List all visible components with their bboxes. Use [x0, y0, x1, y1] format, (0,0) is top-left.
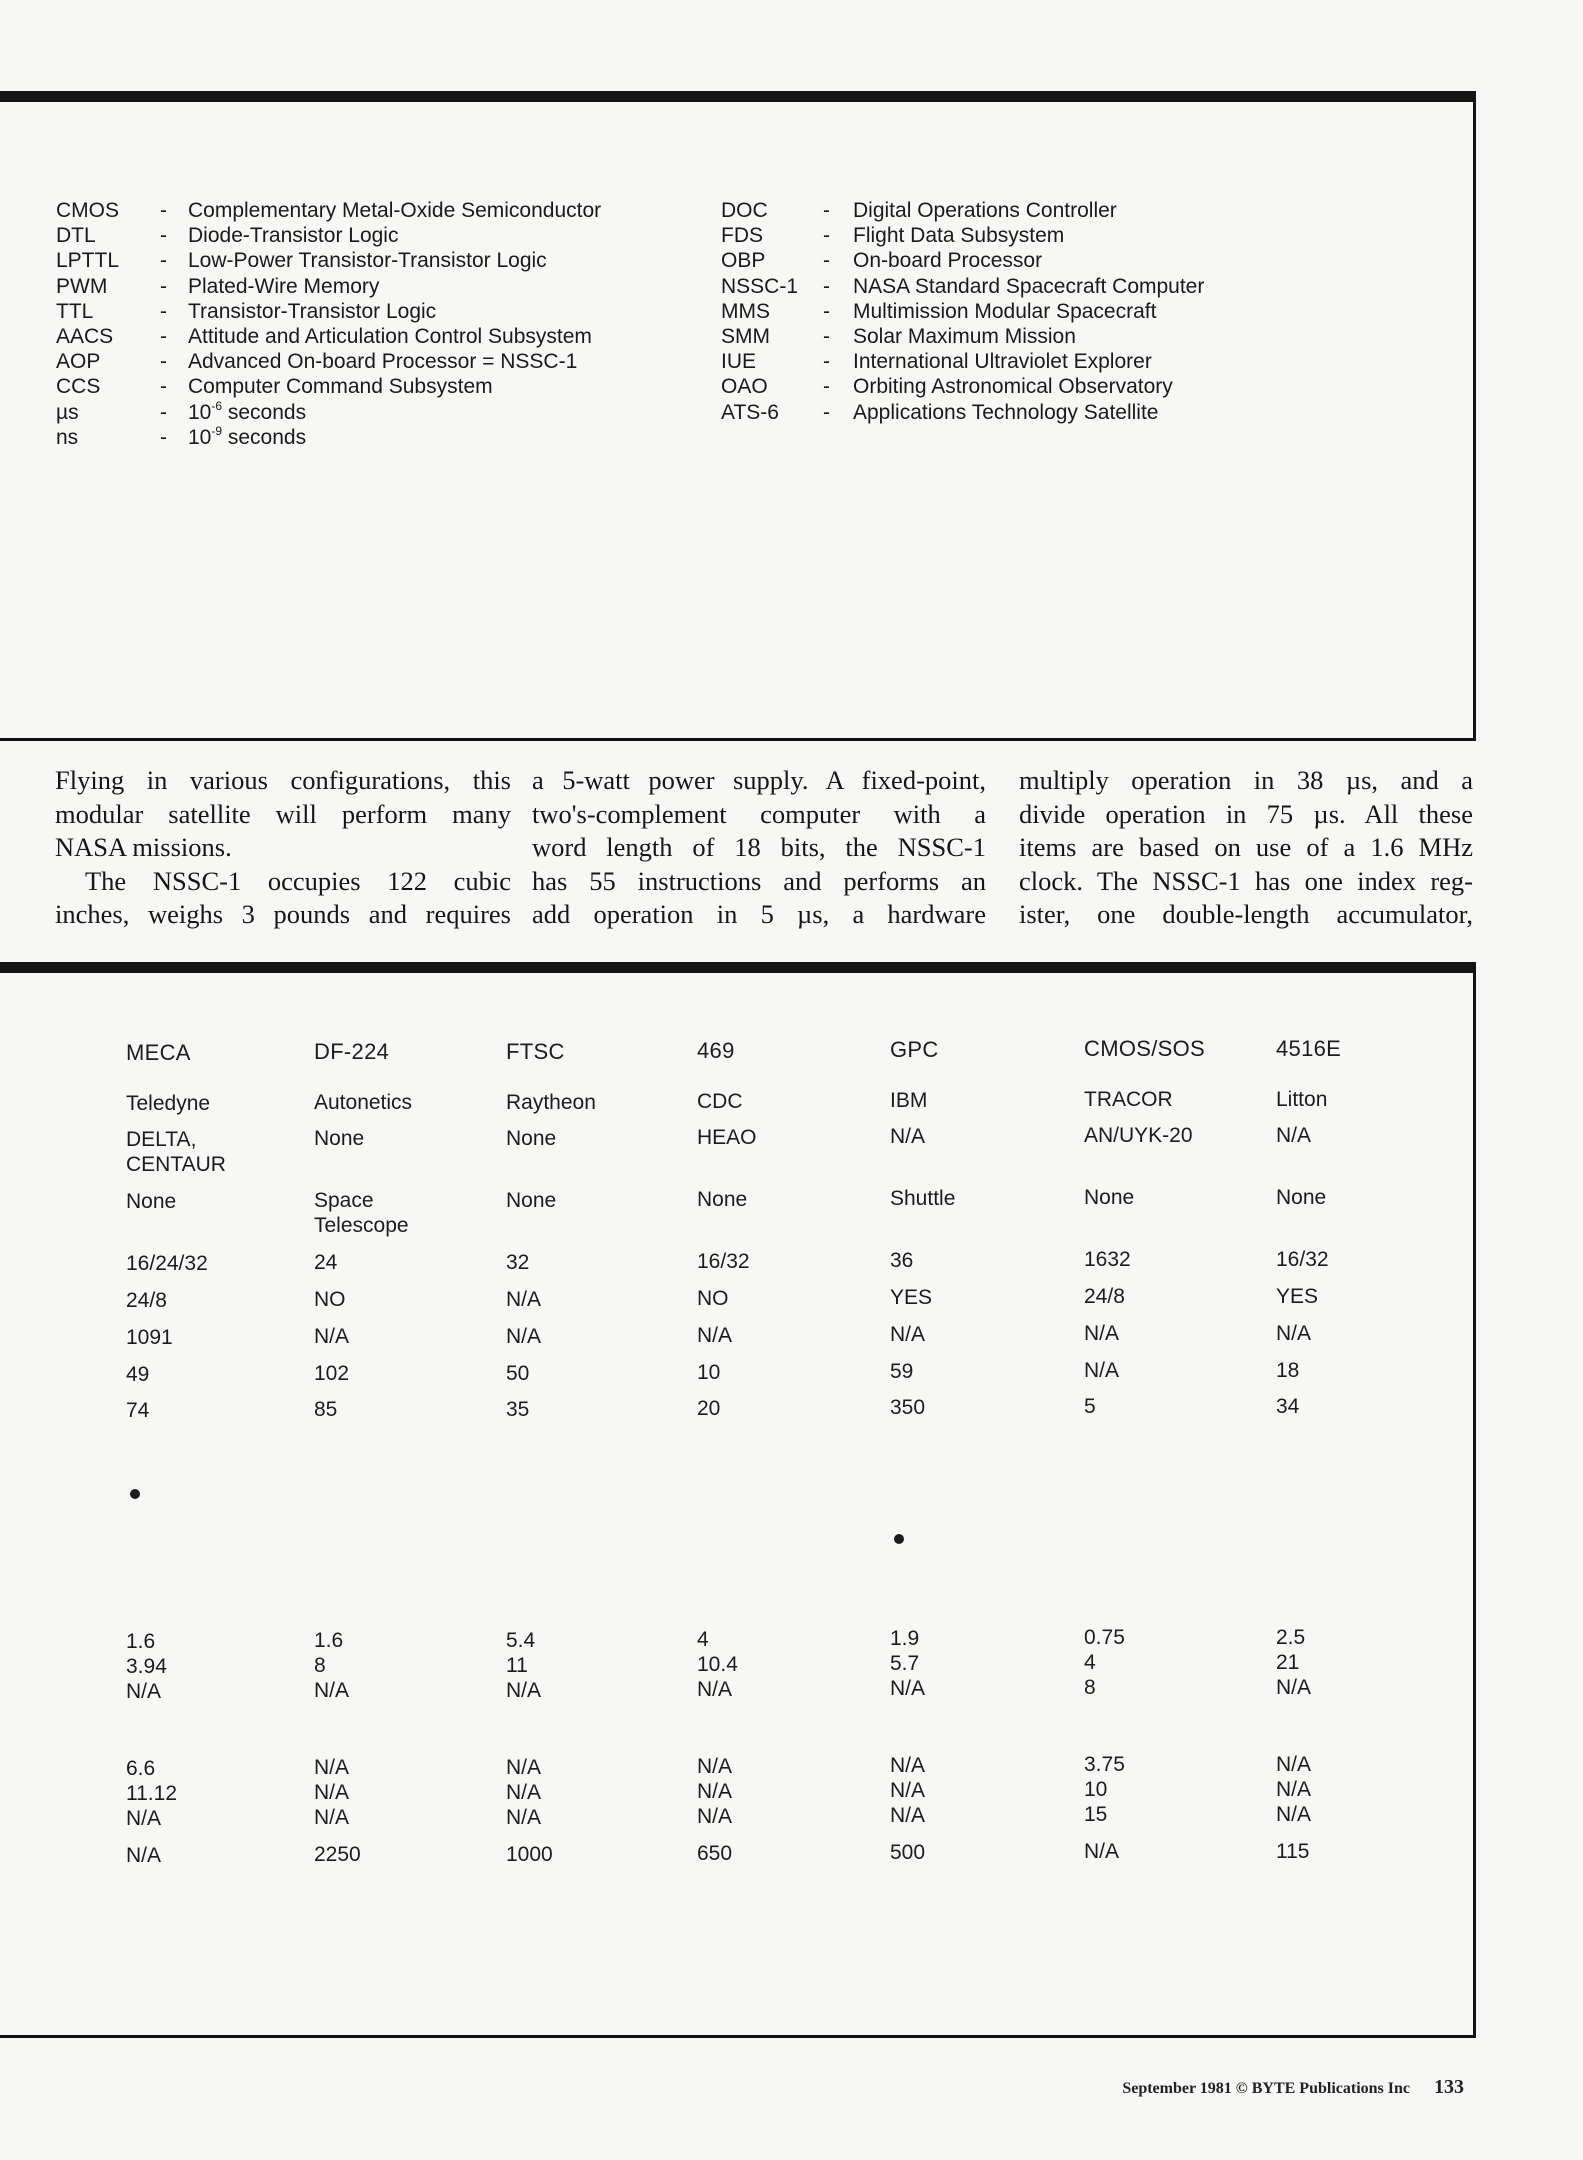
- glossary-dash: -: [160, 274, 167, 298]
- table-cell: 36: [890, 1249, 914, 1272]
- table-cell: 16/32: [697, 1250, 750, 1273]
- table-cell: 3.75: [1084, 1753, 1125, 1776]
- table-cell: N/A: [126, 1844, 162, 1867]
- table-cell: N/A: [1276, 1803, 1312, 1826]
- table-cell: 350: [890, 1396, 926, 1419]
- glossary-term: DOC: [721, 199, 768, 222]
- glossary-entry: [0, 374, 1204, 399]
- glossary-dash: -: [160, 249, 167, 273]
- table-cell: N/A: [890, 1804, 926, 1827]
- table-cell: N/A: [1276, 1124, 1312, 1147]
- table-cell: None: [126, 1190, 177, 1213]
- glossary-definition: [853, 223, 1064, 248]
- glossary-dash: -: [160, 224, 167, 248]
- glossary-definition-text: Digital Operations Controller: [853, 199, 1117, 222]
- glossary-entry: [0, 349, 1204, 374]
- glossary-term: µs: [56, 400, 79, 424]
- glossary-term: OAO: [721, 375, 768, 399]
- glossary-right-column: [0, 198, 1204, 425]
- body-line: multiply operation in 38 µs, and a: [1019, 765, 1473, 795]
- table-cell: N/A: [314, 1756, 350, 1779]
- table-header: DF-224: [314, 1039, 390, 1064]
- table-cell: N/A: [697, 1324, 733, 1347]
- table-cell: None: [1276, 1186, 1327, 1209]
- table-cell: N/A: [1276, 1322, 1312, 1345]
- glossary-definition: [853, 324, 1076, 349]
- table-cell: 1.9: [890, 1627, 920, 1650]
- table-cell: CENTAUR: [126, 1153, 226, 1176]
- glossary-dash: -: [823, 324, 830, 348]
- glossary-term: IUE: [721, 350, 757, 374]
- glossary-dash: -: [823, 249, 830, 273]
- table-cell: N/A: [126, 1680, 162, 1703]
- table-cell: 21: [1276, 1651, 1300, 1674]
- glossary-definition-text: Multimission Modular Spacecraft: [853, 299, 1157, 323]
- table-cell: N/A: [1084, 1322, 1120, 1345]
- body-line: Flying in various configurations, this: [55, 765, 511, 795]
- glossary-term: TTL: [56, 299, 94, 323]
- glossary-definition-text: 10: [188, 400, 212, 424]
- table-cell: 35: [506, 1398, 530, 1421]
- glossary-definition-text: NASA Standard Spacecraft Computer: [853, 274, 1205, 298]
- table-cell: N/A: [890, 1754, 926, 1777]
- glossary-dash: -: [823, 224, 830, 248]
- table-frame-right: [1473, 962, 1476, 2038]
- glossary-term: ATS-6: [721, 400, 779, 424]
- body-line: two's-complement computer with a: [532, 798, 986, 829]
- glossary-dash: -: [160, 400, 167, 424]
- table-cell: 24: [314, 1251, 338, 1274]
- table-cell: N/A: [697, 1780, 733, 1803]
- bullet-dot: [894, 1534, 904, 1544]
- table-cell: 10: [1084, 1778, 1108, 1801]
- glossary-dash: -: [160, 350, 167, 374]
- glossary-entry: [0, 400, 1204, 425]
- glossary-frame-bottom: [0, 738, 1476, 741]
- table-cell: 115: [1276, 1840, 1310, 1863]
- page-number: 133: [1434, 2076, 1464, 2098]
- table-header: FTSC: [506, 1039, 565, 1064]
- table-cell: 16/24/32: [126, 1252, 208, 1275]
- bullet-dot: [130, 1489, 140, 1499]
- glossary-definition-text: Orbiting Astronomical Observatory: [853, 375, 1173, 399]
- table-cell: N/A: [890, 1779, 926, 1802]
- exponent: -6: [211, 398, 223, 413]
- glossary-dash: -: [160, 199, 167, 222]
- table-cell: 15: [1084, 1803, 1108, 1826]
- table-cell: None: [506, 1127, 557, 1150]
- table-frame-bottom: [0, 2035, 1476, 2038]
- glossary-definition-text: Plated-Wire Memory: [188, 274, 380, 298]
- table-cell: N/A: [890, 1323, 926, 1346]
- body-line: modular satellite will perform many: [55, 798, 511, 829]
- table-cell: N/A: [1084, 1840, 1120, 1863]
- body-column-1: [55, 764, 511, 932]
- table-cell: 20: [697, 1397, 721, 1420]
- glossary-definition-text: Diode-Transistor Logic: [188, 224, 399, 248]
- table-cell: N/A: [697, 1678, 733, 1701]
- table-cell: 102: [314, 1362, 350, 1385]
- table-cell: 10.4: [697, 1653, 738, 1676]
- table-cell: 85: [314, 1398, 338, 1421]
- table-cell: 24/8: [1084, 1285, 1125, 1308]
- glossary-definition-text: 10: [188, 425, 212, 449]
- table-cell: N/A: [890, 1677, 926, 1700]
- table-cell: N/A: [1276, 1778, 1312, 1801]
- table-cell: 18: [1276, 1359, 1300, 1382]
- table-cell: TRACOR: [1084, 1088, 1173, 1111]
- table-cell: 10: [697, 1361, 721, 1384]
- body-line: a 5-watt power supply. A fixed-point,: [532, 765, 986, 795]
- table-cell: N/A: [314, 1806, 350, 1829]
- table-cell: 0.75: [1084, 1626, 1125, 1649]
- table-cell: 1.6: [314, 1629, 344, 1652]
- table-cell: N/A: [314, 1325, 350, 1348]
- glossary-dash: -: [160, 425, 167, 449]
- table-cell: 4: [697, 1628, 709, 1651]
- table-cell: Shuttle: [890, 1187, 956, 1210]
- table-cell: 50: [506, 1362, 530, 1385]
- glossary-dash: -: [823, 375, 830, 399]
- glossary-term: FDS: [721, 224, 763, 248]
- glossary-definition: [853, 198, 1117, 223]
- table-cell: Telescope: [314, 1214, 409, 1237]
- table-cell: 11: [506, 1654, 528, 1677]
- table-cell: 5.7: [890, 1652, 920, 1675]
- table-cell: 8: [1084, 1676, 1096, 1699]
- table-cell: N/A: [506, 1806, 542, 1829]
- table-cell: Space: [314, 1189, 374, 1212]
- table-header: 469: [697, 1038, 735, 1063]
- body-line: ister, one double-length accumulator,: [1019, 899, 1473, 930]
- glossary-entry: [0, 274, 1204, 299]
- table-cell: N/A: [314, 1679, 350, 1702]
- body-line: The NSSC-1 occupies 122 cubic: [85, 865, 511, 896]
- table-frame-top-rule: [0, 962, 1476, 973]
- table-cell: AN/UYK-20: [1084, 1124, 1193, 1147]
- table-cell: N/A: [506, 1325, 542, 1348]
- table-cell: 4: [1084, 1651, 1096, 1674]
- glossary-definition-text: International Ultraviolet Explorer: [853, 350, 1152, 374]
- table-cell: N/A: [506, 1756, 542, 1779]
- table-cell: CDC: [697, 1090, 743, 1113]
- table-cell: None: [697, 1188, 748, 1211]
- body-column-2: [532, 764, 986, 932]
- glossary-entry: [0, 223, 1204, 248]
- glossary-dash: -: [823, 274, 830, 298]
- glossary-definition-text: Advanced On-board Processor = NSSC-1: [188, 350, 578, 374]
- table-cell: 5: [1084, 1395, 1096, 1418]
- table-cell: 2.5: [1276, 1626, 1306, 1649]
- glossary-definition-text: Computer Command Subsystem: [188, 375, 493, 399]
- table-cell: 1632: [1084, 1248, 1131, 1271]
- page-footer: [1122, 2076, 1464, 2099]
- table-cell: 24/8: [126, 1289, 167, 1312]
- table-header: GPC: [890, 1037, 939, 1062]
- glossary-term: CMOS: [56, 199, 119, 222]
- table-cell: N/A: [1276, 1753, 1312, 1776]
- table-cell: None: [1084, 1186, 1135, 1209]
- body-line: inches, weighs 3 pounds and requires: [55, 899, 511, 930]
- body-column-3: [1019, 764, 1473, 932]
- table-cell: Raytheon: [506, 1091, 596, 1114]
- glossary-dash: -: [160, 299, 167, 323]
- glossary-term: CCS: [56, 375, 101, 399]
- table-cell: None: [506, 1189, 557, 1212]
- table-cell: 3.94: [126, 1655, 167, 1678]
- table-cell: 2250: [314, 1843, 361, 1866]
- body-line: items are based on use of a 1.6 MHz: [1019, 832, 1473, 863]
- glossary-definition-text: Transistor-Transistor Logic: [188, 299, 437, 323]
- glossary-dash: -: [823, 350, 830, 374]
- glossary-definition-text: On-board Processor: [853, 249, 1043, 273]
- glossary-term: OBP: [721, 249, 766, 273]
- table-cell: 1000: [506, 1843, 553, 1866]
- table-cell: 1091: [126, 1326, 173, 1349]
- glossary-term: SMM: [721, 324, 770, 348]
- glossary-definition-text: Attitude and Articulation Control Subsystem: [188, 324, 592, 348]
- glossary-definition-text: Low-Power Transistor-Transistor Logic: [188, 249, 547, 273]
- table-cell: DELTA,: [126, 1128, 197, 1151]
- table-cell: YES: [1276, 1285, 1319, 1308]
- glossary-term: AACS: [56, 324, 114, 348]
- glossary-frame-right: [1473, 91, 1476, 741]
- glossary-definition-text: Flight Data Subsystem: [853, 224, 1065, 248]
- exponent: -9: [211, 423, 223, 438]
- table-cell: N/A: [506, 1781, 542, 1804]
- glossary-term: MMS: [721, 299, 770, 323]
- body-line: has 55 instructions and performs an: [532, 865, 986, 896]
- table-cell: 5.4: [506, 1629, 536, 1652]
- table-cell: 34: [1276, 1395, 1300, 1418]
- glossary-definition-unit: seconds: [222, 425, 307, 449]
- glossary-definition-text: Solar Maximum Mission: [853, 324, 1076, 348]
- table-cell: Litton: [1276, 1088, 1328, 1111]
- table-cell: N/A: [890, 1125, 926, 1148]
- glossary-term: AOP: [56, 350, 101, 374]
- glossary-entry: [0, 198, 1204, 223]
- table-header: MECA: [126, 1040, 191, 1065]
- body-line: word length of 18 bits, the NSSC-1: [532, 832, 986, 863]
- table-cell: 49: [126, 1363, 150, 1386]
- glossary-definition-text: Applications Technology Satellite: [853, 400, 1159, 424]
- table-cell: N/A: [697, 1805, 733, 1828]
- table-cell: N/A: [314, 1781, 350, 1804]
- table-cell: N/A: [1084, 1359, 1120, 1382]
- glossary-entry: [0, 248, 1204, 273]
- glossary-dash: -: [160, 375, 167, 399]
- glossary-definition: [853, 374, 1173, 399]
- glossary-definition: [853, 248, 1042, 273]
- glossary-term: DTL: [56, 224, 96, 248]
- table-cell: N/A: [506, 1288, 542, 1311]
- table-cell: Teledyne: [126, 1092, 211, 1115]
- table-cell: 32: [506, 1251, 530, 1274]
- table-cell: HEAO: [697, 1126, 757, 1149]
- table-cell: NO: [697, 1287, 729, 1310]
- table-cell: N/A: [1276, 1676, 1312, 1699]
- glossary-term: PWM: [56, 274, 108, 298]
- table-cell: Autonetics: [314, 1091, 413, 1114]
- table-cell: None: [314, 1127, 365, 1150]
- glossary-definition-text: Complementary Metal-Oxide Semiconductor: [188, 199, 602, 222]
- table-cell: 16/32: [1276, 1248, 1329, 1271]
- glossary-definition: [188, 425, 306, 450]
- table-header: 4516E: [1276, 1036, 1342, 1061]
- body-line: add operation in 5 µs, a hardware: [532, 899, 986, 930]
- table-cell: NO: [314, 1288, 346, 1311]
- glossary-dash: -: [823, 299, 830, 323]
- glossary-dash: -: [160, 324, 167, 348]
- table-cell: 8: [314, 1654, 326, 1677]
- table-cell: 500: [890, 1841, 926, 1864]
- glossary-definition: [853, 299, 1156, 324]
- glossary-term: LPTTL: [56, 249, 120, 273]
- table-cell: YES: [890, 1286, 933, 1309]
- table-cell: 1.6: [126, 1630, 156, 1653]
- table-cell: 6.6: [126, 1757, 156, 1780]
- body-line: divide operation in 75 µs. All these: [1019, 798, 1473, 829]
- glossary-definition: [853, 349, 1152, 374]
- table-cell: 59: [890, 1360, 914, 1383]
- top-frame-rule: [0, 91, 1476, 102]
- glossary-definition-unit: seconds: [222, 400, 307, 424]
- glossary-dash: -: [823, 199, 830, 222]
- table-header: CMOS/SOS: [1084, 1036, 1205, 1061]
- glossary-entry: [0, 299, 1204, 324]
- glossary-definition: [853, 400, 1158, 425]
- table-cell: N/A: [697, 1755, 733, 1778]
- glossary-definition: [853, 274, 1204, 299]
- table-cell: 74: [126, 1399, 150, 1422]
- glossary-dash: -: [823, 400, 830, 424]
- glossary-entry: [0, 425, 601, 450]
- table-cell: N/A: [126, 1807, 162, 1830]
- table-cell: 650: [697, 1842, 733, 1865]
- body-line: clock. The NSSC-1 has one index reg-: [1019, 865, 1473, 896]
- body-line: NASA missions.: [55, 832, 232, 863]
- table-cell: N/A: [506, 1679, 542, 1702]
- footer-credit: September 1981 © BYTE Publications Inc: [1122, 2080, 1410, 2097]
- table-cell: IBM: [890, 1089, 928, 1112]
- glossary-term: NSSC-1: [721, 274, 799, 298]
- glossary-entry: [0, 324, 1204, 349]
- table-cell: 11.12: [126, 1782, 177, 1805]
- glossary-term: ns: [56, 425, 79, 449]
